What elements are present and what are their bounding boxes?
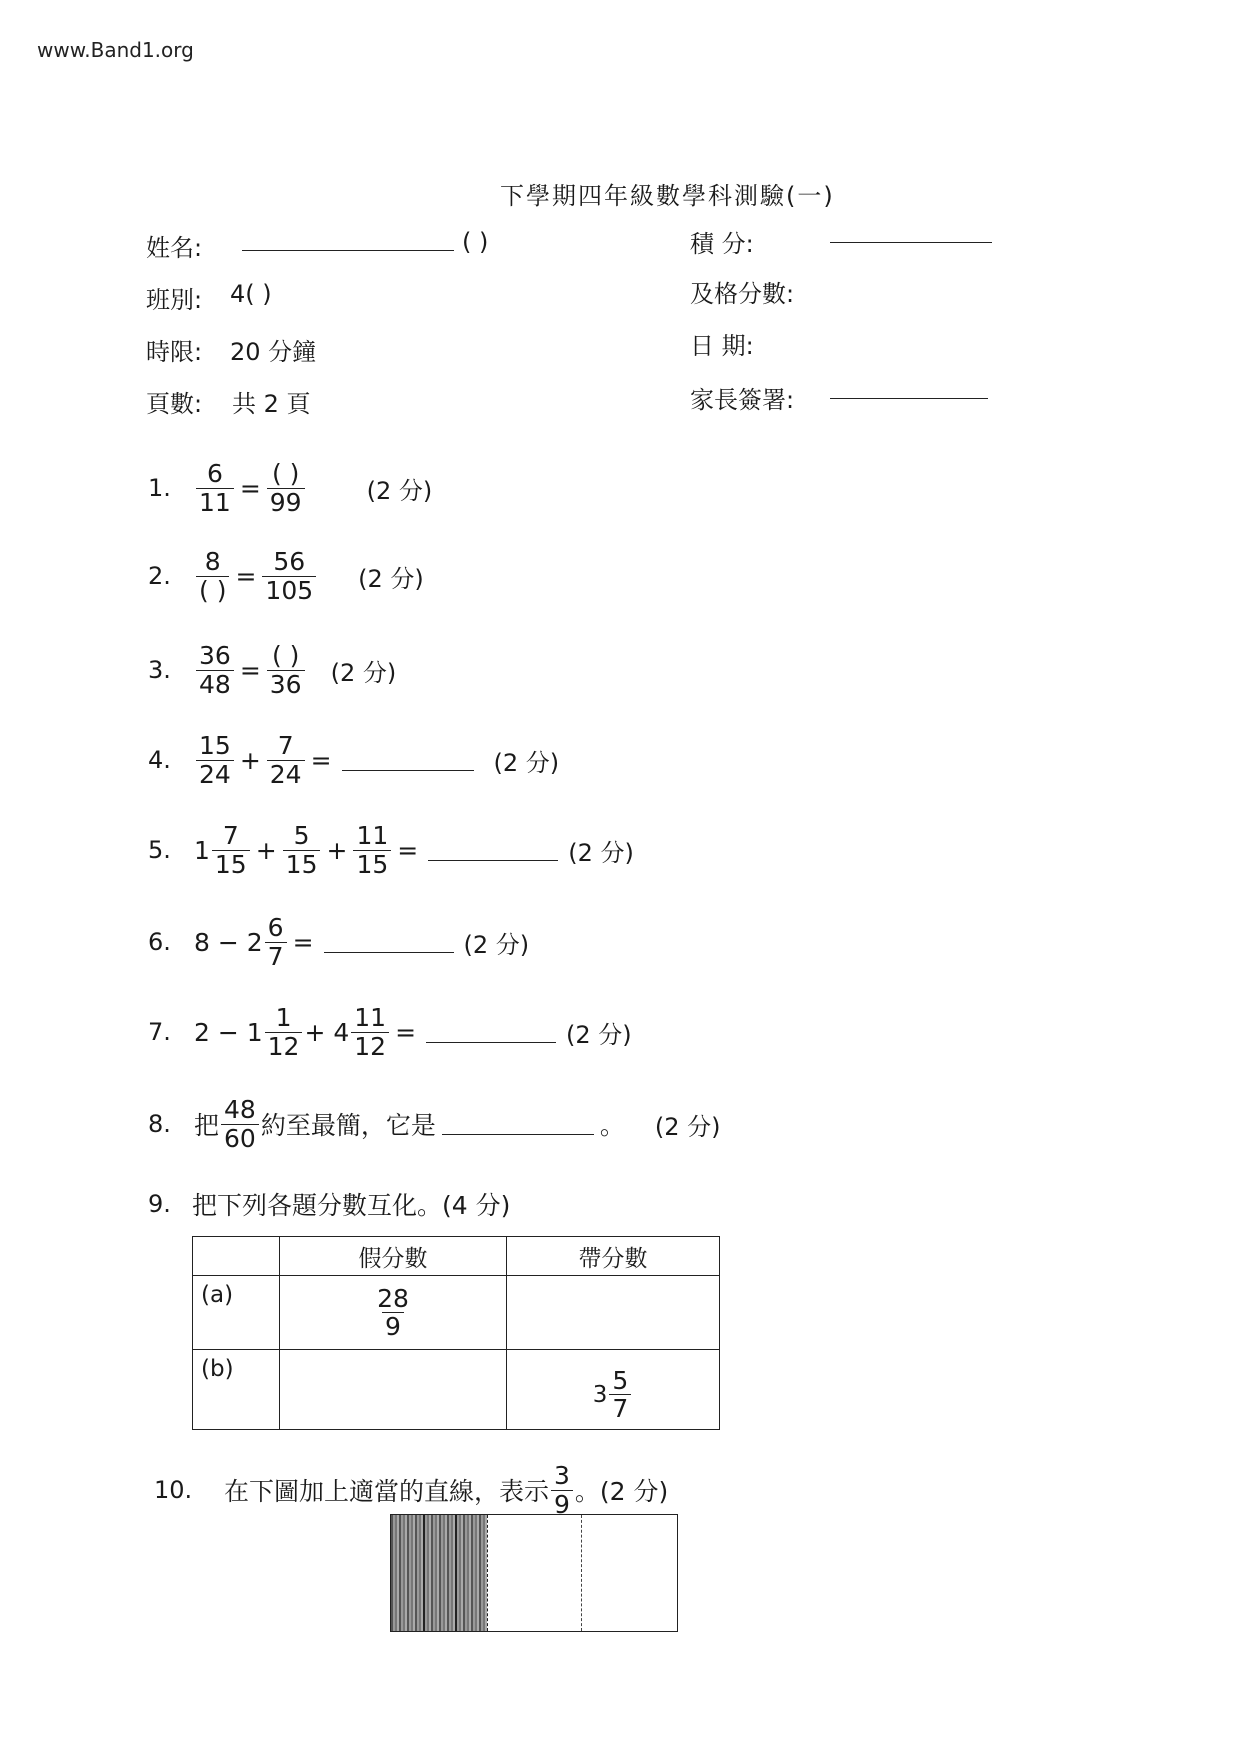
question-text: 把	[194, 1111, 220, 1140]
fraction: $\frac{36}{48}$	[196, 642, 234, 698]
fraction: $\frac{7}{15}$	[212, 822, 250, 878]
pages-label: 頁數:	[146, 390, 203, 418]
fraction: $\frac{6}{11}$	[196, 460, 234, 516]
question-text: 約至最簡，它是	[260, 1111, 436, 1140]
answer-blank[interactable]	[426, 1041, 556, 1043]
answer-blank[interactable]	[442, 1133, 594, 1135]
question-1: 1. $\frac{6}{11}$ = $\frac{( )}{99}$ (2 分)	[148, 459, 433, 517]
page-title: 下學期四年級數學科測驗(一)	[500, 182, 835, 210]
site-url: www.Band1.org	[37, 38, 194, 62]
points: (2 分)	[330, 658, 397, 687]
question-number: 3.	[148, 656, 171, 684]
score-label: 積 分:	[690, 230, 754, 258]
question-3: 3. $\frac{36}{48}$ = $\frac{( )}{36}$ (2 分)	[148, 641, 397, 699]
rectangle-diagram[interactable]	[390, 1514, 678, 1632]
row-label-b: (b)	[193, 1350, 280, 1430]
question-number: 6.	[148, 928, 171, 956]
divider-line	[581, 1515, 582, 1631]
fraction: $\frac{5}{15}$	[283, 822, 321, 878]
fraction: $\frac{11}{12}$	[351, 1004, 389, 1060]
question-number: 8.	[148, 1110, 171, 1138]
name-label: 姓名:	[146, 234, 203, 262]
answer-fraction[interactable]: $\frac{8}{( )}$	[196, 548, 229, 604]
points: (2 分)	[493, 748, 560, 777]
points: (2 分)	[654, 1112, 721, 1141]
points: (2 分)	[566, 1020, 632, 1049]
answer-blank[interactable]	[324, 951, 454, 953]
whole-number: 1	[194, 835, 210, 865]
question-number: 9.	[148, 1190, 171, 1218]
fraction: $\frac{56}{105}$	[262, 548, 316, 604]
cell-b-mixed: 3 $\frac{5}{7}$	[507, 1350, 720, 1430]
header-mixed-number: 帶分數	[507, 1237, 720, 1276]
fraction: $\frac{7}{24}$	[267, 732, 305, 788]
question-text: 。(2 分)	[574, 1477, 669, 1506]
fraction: $\frac{11}{15}$	[353, 822, 391, 878]
question-number: 7.	[148, 1018, 171, 1046]
question-4: 4. $\frac{15}{24}$ + $\frac{7}{24}$ = (2 分)	[148, 731, 560, 789]
answer-fraction[interactable]: $\frac{( )}{36}$	[267, 642, 305, 698]
parent-signature-line[interactable]	[830, 398, 988, 399]
name-line[interactable]	[242, 250, 454, 251]
shaded-section	[391, 1515, 487, 1631]
question-9	[148, 1186, 510, 1222]
answer-fraction[interactable]: $\frac{( )}{99}$	[267, 460, 305, 516]
cell-a-answer[interactable]	[507, 1276, 720, 1350]
fraction: $\frac{15}{24}$	[196, 732, 234, 788]
fraction: $\frac{6}{7}$	[265, 914, 287, 970]
expression-lead: 8 − 2	[194, 927, 263, 957]
answer-blank[interactable]	[342, 769, 474, 771]
question-8	[148, 1096, 720, 1152]
class-label: 班別:	[146, 286, 203, 314]
fraction: $\frac{3}{9}$	[551, 1462, 573, 1518]
table-corner	[193, 1237, 280, 1276]
time-label: 時限:	[146, 338, 203, 366]
parent-signature-label: 家長簽署:	[690, 386, 795, 414]
cell-a-improper: $\frac{28}{9}$	[280, 1276, 507, 1350]
class-value: 4( )	[230, 280, 272, 308]
question-number: 2.	[148, 562, 171, 590]
name-number-paren: ( )	[462, 228, 489, 256]
cell-b-answer[interactable]	[280, 1350, 507, 1430]
expression-lead: 2 − 1	[194, 1017, 263, 1047]
question-6: 6. 8 − 2 $\frac{6}{7}$ = (2 分)	[148, 913, 530, 971]
points: (2 分)	[366, 476, 433, 505]
divider-line	[487, 1515, 488, 1631]
divider-line	[455, 1515, 457, 1631]
fraction: $\frac{1}{12}$	[265, 1004, 303, 1060]
question-text: 在下圖加上適當的直線，表示	[224, 1477, 550, 1506]
question-number: 5.	[148, 836, 171, 864]
pages-value: 共 2 頁	[232, 390, 311, 418]
points: (2 分)	[358, 564, 424, 593]
answer-blank[interactable]	[428, 859, 558, 861]
expression-mid: + 4	[304, 1017, 350, 1047]
question-7: 7. 2 − 1 $\frac{1}{12}$ + 4 $\frac{11}{12}$ = (2 分)	[148, 1003, 632, 1061]
question-number: 10.	[154, 1476, 193, 1504]
question-5: 5. 1 $\frac{7}{15}$ + $\frac{5}{15}$ + $\frac{11}{15}$ = (2 分)	[148, 821, 634, 879]
header-improper-fraction: 假分數	[280, 1237, 507, 1276]
question-number: 1.	[148, 474, 171, 502]
date-label: 日 期:	[690, 332, 754, 360]
points: (2 分)	[463, 930, 530, 959]
conversion-table	[192, 1236, 720, 1430]
time-value: 20 分鐘	[230, 338, 317, 366]
points: (2 分)	[568, 838, 634, 867]
question-text: 把下列各題分數互化。(4 分)	[192, 1191, 511, 1220]
pass-label: 及格分數:	[690, 280, 795, 308]
question-text: 。	[599, 1111, 625, 1140]
row-label-a: (a)	[193, 1276, 280, 1350]
question-2: 2. $\frac{8}{( )}$ = $\frac{56}{105}$ (2 分)	[148, 547, 424, 605]
divider-line	[423, 1515, 425, 1631]
fraction: $\frac{48}{60}$	[221, 1096, 259, 1152]
question-number: 4.	[148, 746, 171, 774]
question-10	[154, 1462, 668, 1518]
score-line[interactable]	[830, 242, 992, 243]
